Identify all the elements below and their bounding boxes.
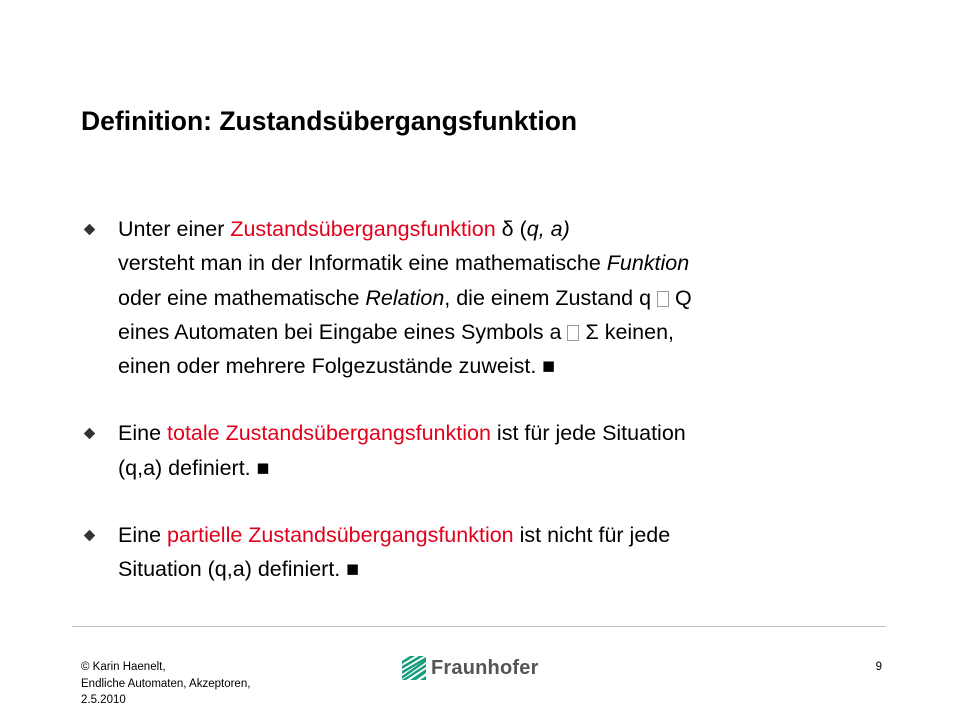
bullet-line: einen oder mehrere Folgezustände zuweist. ■ <box>118 354 556 379</box>
bullet-text <box>118 416 862 485</box>
slide-title: Definition: Zustandsübergangsfunktion <box>81 106 578 136</box>
bullet-line: Eine totale Zustandsübergangsfunktion ist für jede Situation <box>118 421 686 446</box>
fraunhofer-logo <box>402 654 539 682</box>
bullet-line: Unter einer Zustandsübergangsfunktion δ (q, a) <box>118 217 570 241</box>
highlighted-term: Zustandsübergangsfunktion <box>230 217 496 241</box>
footer-divider <box>72 626 886 627</box>
bullet-item <box>82 212 862 383</box>
missing-glyph-icon <box>657 291 669 307</box>
bullet-line: oder eine mathematische Relation, die einem Zustand q Q <box>118 285 692 310</box>
bullet-line: Eine partielle Zustandsübergangsfunktion ist nicht für jede <box>118 523 671 548</box>
italic-term: Relation <box>365 285 445 310</box>
page-number: 9 <box>875 661 882 673</box>
highlighted-term: partielle Zustandsübergangsfunktion <box>167 523 514 548</box>
bullet-item <box>82 518 862 587</box>
bullet-line: eines Automaten bei Eingabe eines Symbols a Σ keinen, <box>118 319 675 344</box>
bullet-marker-icon <box>84 428 95 439</box>
highlighted-term: totale Zustandsübergangsfunktion <box>167 421 491 446</box>
bullet-text <box>118 518 862 587</box>
fraunhofer-logo-text: Fraunhofer <box>431 657 539 679</box>
footer-copyright <box>81 659 250 709</box>
footer-copyright-line: 2.5.2010 <box>81 694 126 706</box>
italic-term: q, a) <box>526 217 570 241</box>
bullet-marker-icon <box>84 530 95 541</box>
italic-term: Funktion <box>606 251 690 276</box>
footer-copyright-line: Endliche Automaten, Akzeptoren, <box>81 677 251 690</box>
bullet-line: Situation (q,a) definiert. ■ <box>118 557 360 582</box>
bullet-line: (q,a) definiert. ■ <box>118 455 270 480</box>
missing-glyph-icon <box>567 325 579 341</box>
bullet-marker-icon <box>84 224 95 235</box>
fraunhofer-logo-icon <box>402 656 426 680</box>
bullet-item <box>82 416 862 485</box>
footer-copyright-line: © Karin Haenelt, <box>81 661 166 673</box>
bullet-line: versteht man in der Informatik eine mathematische Funktion <box>118 251 690 276</box>
bullet-text <box>118 212 862 383</box>
bullet-list <box>82 212 862 587</box>
